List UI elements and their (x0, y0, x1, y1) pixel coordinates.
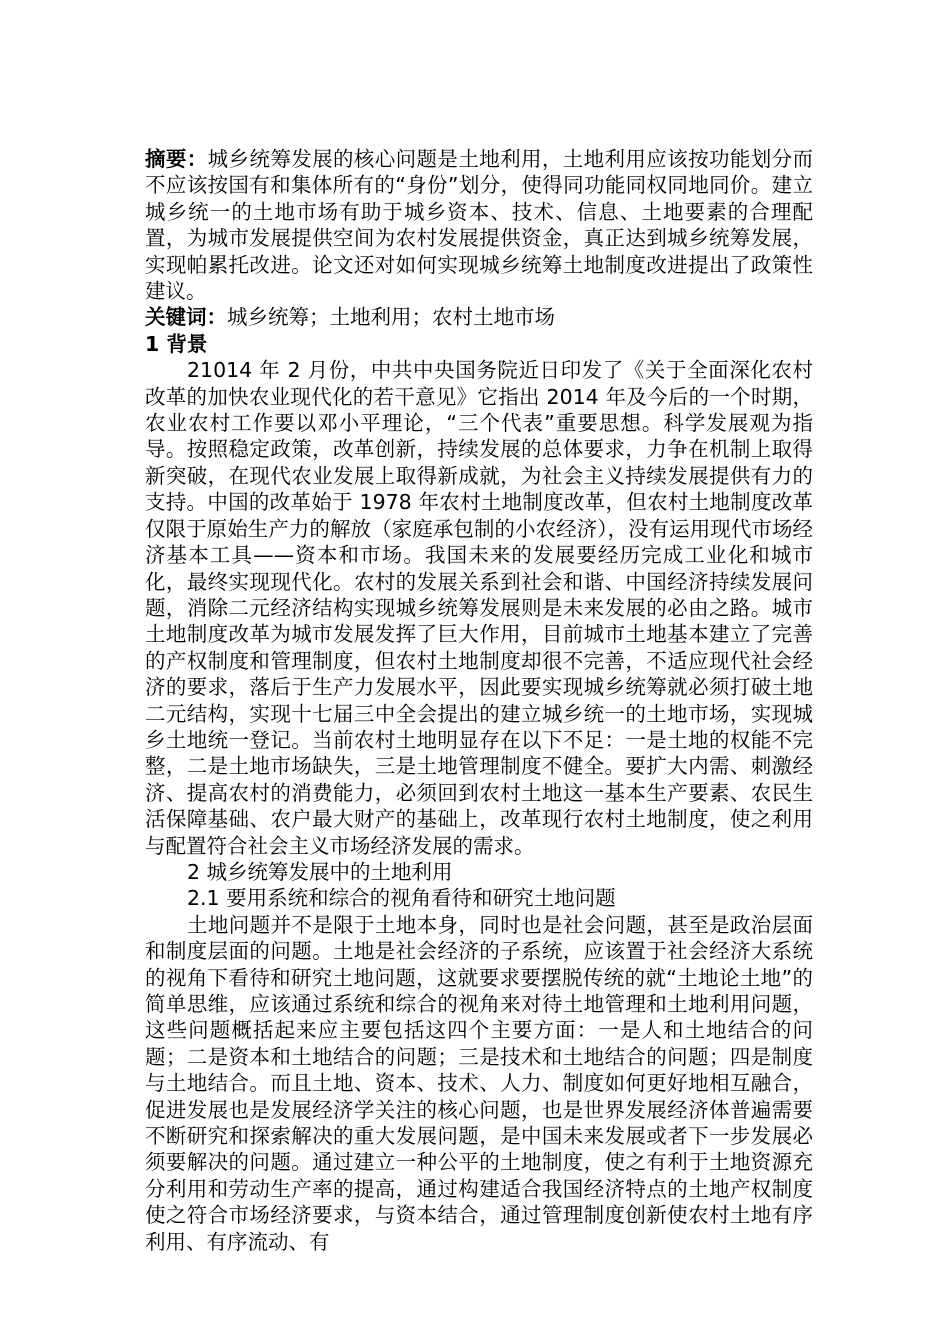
keywords-text: 城乡统筹；土地利用；农村土地市场 (227, 305, 555, 330)
document-page (145, 146, 813, 1255)
section2-heading: 2 城乡统筹发展中的土地利用 (187, 859, 453, 884)
keywords-label: 关键词： (145, 305, 227, 330)
section2-paragraph: 土地问题并不是限于土地本身，同时也是社会问题，甚至是政治层面和制度层面的问题。土地是社会经济的子系统，应该置于社会经济大系统的视角下看待和研究土地问题，这就要求要摆脱传统的就“土地论土地”的简单思维，应该通过系统和综合的视角来对待土地管理和土地利用问题，这些问题概括起来应主要包括这四个主要方面：一是人和土地结合的问题；二是资本和土地结合的问题；三是技术和土地结合的问题；四是制度与土地结合。而且土地、资本、技术、人力、制度如何更好地相互融合，促进发展也是发展经济学关注的核心问题，也是世界发展经济体普遍需要不断研究和探索解决的重大发展问题，是中国未来发展或者下一步发展必须要解决的问题。通过建立一种公平的土地制度，使之有利于土地资源充分利用和劳动生产率的提高，通过构建适合我国经济特点的土地产权制度使之符合市场经济要求，与资本结合，通过管理制度创新使农村土地有序利用、有序流动、有 (145, 912, 813, 1254)
section2-subheading: 2.1 要用系统和综合的视角看待和研究土地问题 (187, 886, 616, 911)
section1-paragraph: 21014 年 2 月份，中共中央国务院近日印发了《关于全面深化农村改革的加快农业现代化的若干意见》它指出 2014 年及今后的一个时期，农业农村工作要以邓小平理论，“三个代表”重要思想。科学发展观为指导。按照稳定政策，改革创新，持续发展的总体要求，力争在机制上取得新突破，在现代农业发展上取得新成就，为社会主义持续发展提供有力的支持。中国的改革始于 1978 年农村土地制度改革，但农村土地制度改革仅限于原始生产力的解放（家庭承包制的小农经济），没有运用现代市场经济基本工具——资本和市场。我国未来的发展要经历完成工业化和城市化，最终实现现代化。农村的发展关系到社会和谐、中国经济持续发展问题，消除二元经济结构实现城乡统筹发展则是未来发展的必由之路。城市土地制度改革为城市发展发挥了巨大作用，目前城市土地基本建立了完善的产权制度和管理制度，但农村土地制度却很不完善，不适应现代社会经济的要求，落后于生产力发展水平，因此要实现城乡统筹就必须打破土地二元结构，实现十七届三中全会提出的建立城乡统一的土地市场，实现城乡土地统一登记。当前农村土地明显存在以下不足：一是土地的权能不完整，二是土地市场缺失，三是土地管理制度不健全。要扩大内需、刺激经济、提高农村的消费能力，必须回到农村土地这一基本生产要素、农民生活保障基础、农户最大财产的基础上，改革现行农村土地制度，使之利用与配置符合社会主义市场经济发展的需求。 (145, 358, 813, 858)
abstract-label: 摘要： (145, 147, 208, 171)
keywords-paragraph (145, 304, 813, 330)
section1-heading: 1 背景 (145, 331, 208, 356)
abstract-paragraph (145, 146, 813, 304)
abstract-text: 城乡统筹发展的核心问题是土地利用，土地利用应该按功能划分而不应该按国有和集体所有的“身份”划分，使得同功能同权同地同价。建立城乡统一的土地市场有助于城乡资本、技术、信息、土地要素的合理配置，为城市发展提供空间为农村发展提供资金，真正达到城乡统筹发展，实现帕累托改进。论文还对如何实现城乡统筹土地制度改进提出了政策性建议。 (145, 147, 814, 304)
